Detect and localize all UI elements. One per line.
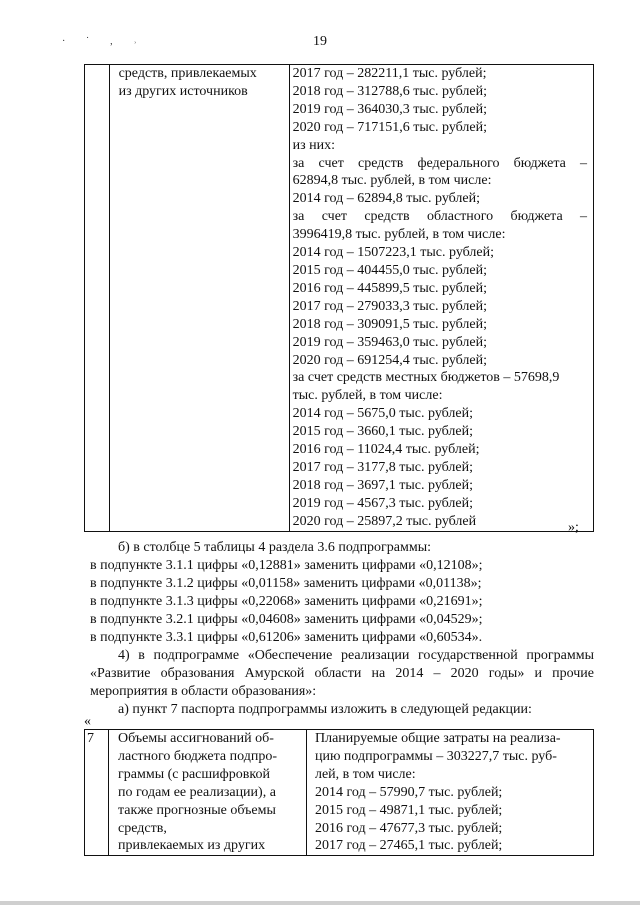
value-line: 2017 год – 282211,1 тыс. рублей; — [292, 66, 487, 81]
label-line: из других источников — [118, 83, 248, 99]
list-item: в подпункте 3.1.2 цифры «0,01158» заменить цифрами «0,01138»; — [90, 576, 482, 591]
paragraph-4: 4) в подпрограмме «Обеспечение реализации государственной программы «Развитие образования Амурской области на 2014 – 2020 годы» и прочие мероприятия в области образования»: — [90, 648, 594, 699]
value-line: 62894,8 тыс. рублей, в том числе: — [292, 173, 492, 189]
value-line: 2014 год – 62894,8 тыс. рублей; — [292, 191, 480, 207]
value-line: 2015 год – 404455,0 тыс. рублей; — [292, 262, 487, 278]
funding-table — [84, 64, 594, 532]
value-line: 2018 год – 3697,1 тыс. рублей; — [292, 477, 473, 493]
list-item: в подпункте 3.2.1 цифры «0,04608» заменить цифрами «0,04529»; — [90, 612, 483, 627]
value-line: 2020 год – 691254,4 тыс. рублей; — [292, 352, 487, 368]
closing-quote: »; — [568, 520, 579, 535]
label-line: по годам ее реализации), а — [118, 784, 276, 800]
value-line: 2016 год – 445899,5 тыс. рублей; — [292, 280, 487, 296]
table-cell-label — [109, 730, 307, 856]
value-line: 2017 год – 27465,1 тыс. рублей; — [314, 838, 503, 854]
passport-table — [84, 729, 594, 856]
value-line: 3996419,8 тыс. рублей, в том числе: — [292, 227, 506, 243]
scan-specks: · ˙ ‚ ˒ — [62, 36, 146, 47]
table-cell-number — [85, 65, 110, 532]
value-line: 2015 год – 3660,1 тыс. рублей; — [292, 424, 473, 440]
value-line: 2014 год – 5675,0 тыс. рублей; — [292, 406, 473, 422]
label-line: привлекаемых из других — [118, 838, 266, 854]
table-cell-values — [306, 730, 593, 856]
list-item: в подпункте 3.1.1 цифры «0,12881» заменить цифрами «0,12108»; — [90, 558, 483, 573]
paragraph-4a: а) пункт 7 паспорта подпрограммы изложить в следующей редакции: — [118, 702, 532, 717]
label-line: ластного бюджета подпро- — [118, 748, 277, 764]
value-line: лей, в том числе: — [314, 766, 416, 782]
value-line: за счет средств федерального бюджета – — [292, 155, 587, 171]
body-text — [90, 539, 594, 719]
value-line: 2017 год – 3177,8 тыс. рублей; — [292, 459, 473, 475]
value-line: за счет средств местных бюджетов – 57698,9 — [292, 370, 560, 386]
label-line: также прогнозные объемы — [118, 802, 276, 818]
value-line: 2014 год – 1507223,1 тыс. рублей; — [292, 245, 494, 261]
value-line: 2019 год – 364030,3 тыс. рублей; — [292, 101, 487, 117]
value-line: 2015 год – 49871,1 тыс. рублей; — [314, 802, 503, 818]
value-line: 2014 год – 57990,7 тыс. рублей; — [314, 784, 503, 800]
label-line: Объемы ассигнований об- — [118, 731, 274, 746]
label-line: средств, — [118, 820, 167, 836]
list-item: в подпункте 3.3.1 цифры «0,61206» заменить цифрами «0,60534». — [90, 630, 483, 645]
paragraph-b-intro: б) в столбце 5 таблицы 4 раздела 3.6 подпрограммы: — [118, 540, 432, 555]
row-number: 7 — [87, 731, 94, 746]
table-cell-label — [109, 65, 289, 532]
table-cell-values — [289, 65, 593, 532]
value-line: за счет средств областного бюджета – — [292, 209, 587, 225]
value-line: Планируемые общие затраты на реализа- — [314, 731, 561, 746]
list-item: в подпункте 3.1.3 цифры «0,22068» заменить цифрами «0,21691»; — [90, 594, 483, 609]
value-line: 2016 год – 11024,4 тыс. рублей; — [292, 442, 480, 458]
value-line: 2019 год – 4567,3 тыс. рублей; — [292, 495, 473, 511]
value-line: 2017 год – 279033,3 тыс. рублей; — [292, 298, 487, 314]
value-line: из них: — [292, 137, 336, 153]
opening-quote: « — [84, 714, 91, 729]
value-line: цию подпрограммы – 303227,7 тыс. руб- — [314, 748, 557, 764]
value-line: тыс. рублей, в том числе: — [292, 388, 443, 404]
value-line: 2018 год – 309091,5 тыс. рублей; — [292, 316, 487, 332]
page-number: 19 — [313, 34, 327, 49]
value-line: 2019 год – 359463,0 тыс. рублей; — [292, 334, 487, 350]
label-line: средств, привлекаемых — [118, 66, 257, 81]
value-line: 2020 год – 25897,2 тыс. рублей — [292, 513, 477, 529]
scan-edge — [0, 901, 640, 905]
value-line: 2020 год – 717151,6 тыс. рублей; — [292, 119, 487, 135]
label-line: граммы (с расшифровкой — [118, 766, 270, 782]
value-line: 2018 год – 312788,6 тыс. рублей; — [292, 83, 487, 99]
value-line: 2016 год – 47677,3 тыс. рублей; — [314, 820, 503, 836]
table-cell-number — [85, 730, 109, 856]
